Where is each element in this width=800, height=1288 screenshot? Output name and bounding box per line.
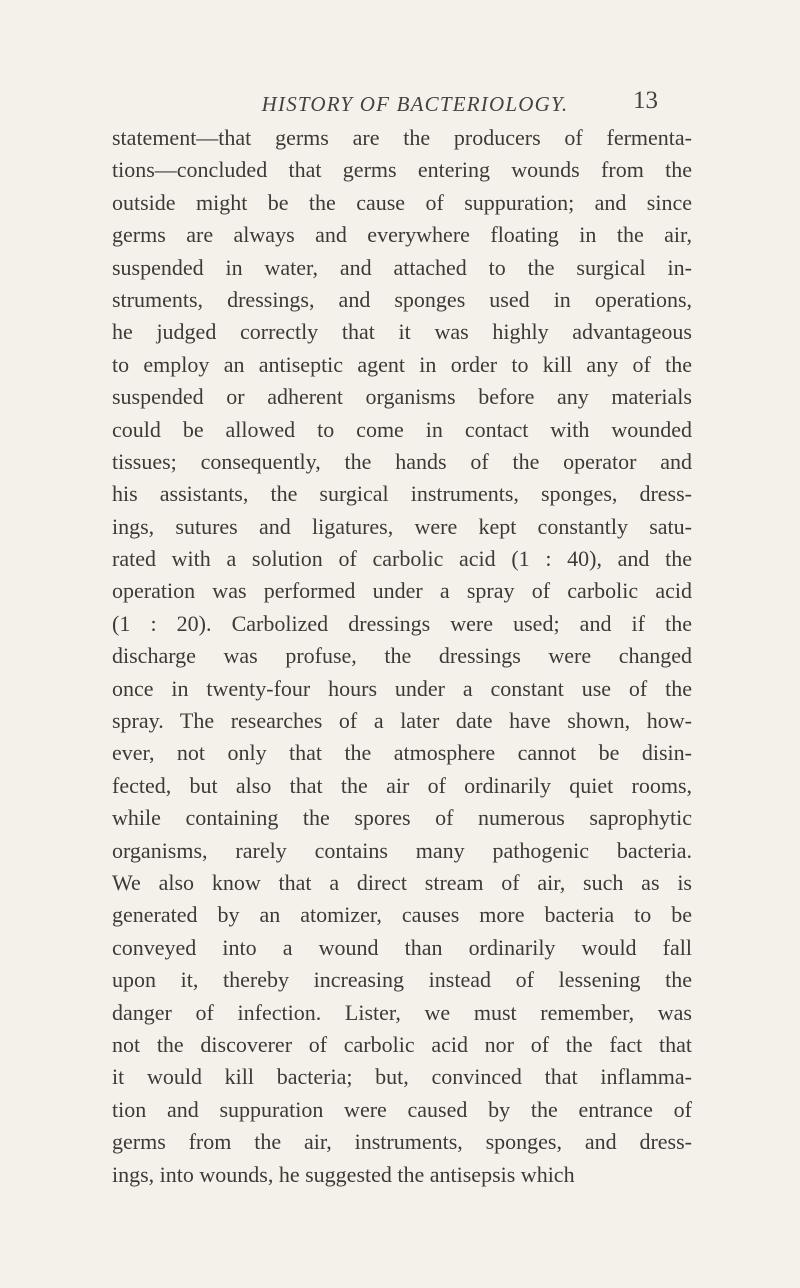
text-line: operation was performed under a spray of carbolic acid <box>112 578 692 604</box>
text-line: suspended in water, and attached to the surgical in- <box>112 254 692 280</box>
text-line: to employ an antiseptic agent in order to kill any of the <box>112 351 692 377</box>
text-line: could be allowed to come in contact with wounded <box>112 416 692 442</box>
text-line: tissues; consequently, the hands of the operator and <box>112 448 692 474</box>
text-line: outside might be the cause of suppuration; and since <box>112 189 692 215</box>
text-line: suspended or adherent organisms before any materials <box>112 384 692 410</box>
text-line: rated with a solution of carbolic acid (1 : 40), and the <box>112 546 692 572</box>
running-head: HISTORY OF BACTERIOLOGY. <box>261 92 569 116</box>
text-line: his assistants, the surgical instruments, sponges, dress- <box>112 481 692 507</box>
text-line: while containing the spores of numerous saprophytic <box>112 805 692 831</box>
text-line: it would kill bacteria; but, convinced that inflamma- <box>112 1064 692 1090</box>
text-line: ings, sutures and ligatures, were kept constantly satu- <box>112 513 692 539</box>
text-line: germs from the air, instruments, sponges, and dress- <box>112 1129 692 1155</box>
text-line: discharge was profuse, the dressings were changed <box>112 643 692 669</box>
text-line: struments, dressings, and sponges used in operations, <box>112 286 692 312</box>
text-line: organisms, rarely contains many pathogenic bacteria. <box>112 837 692 863</box>
page-number: 13 <box>633 87 658 114</box>
text-line: spray. The researches of a later date have shown, how- <box>112 708 692 734</box>
text-line: statement—that germs are the producers of fermenta- <box>112 125 692 150</box>
text-line: germs are always and everywhere floating in the air, <box>112 222 692 248</box>
text-line: ever, not only that the atmosphere cannot be disin- <box>112 740 692 766</box>
text-line: generated by an atomizer, causes more bacteria to be <box>112 902 692 928</box>
text-line: not the discoverer of carbolic acid nor of the fact that <box>112 1031 692 1057</box>
text-line: upon it, thereby increasing instead of lessening the <box>112 967 692 993</box>
text-line: conveyed into a wound than ordinarily would fall <box>112 934 692 960</box>
body-text <box>112 122 692 1191</box>
text-line: tions—concluded that germs entering wounds from the <box>112 157 692 183</box>
text-line: ings, into wounds, he suggested the antisepsis which <box>112 1161 575 1187</box>
text-line: We also know that a direct stream of air, such as is <box>112 869 692 895</box>
text-line: (1 : 20). Carbolized dressings were used; and if the <box>112 610 692 636</box>
text-line: once in twenty-four hours under a constant use of the <box>112 675 692 701</box>
text-line: tion and suppuration were caused by the entrance of <box>112 1096 692 1122</box>
text-line: he judged correctly that it was highly advantageous <box>112 319 692 345</box>
text-line: danger of infection. Lister, we must remember, was <box>112 999 692 1025</box>
text-line: fected, but also that the air of ordinarily quiet rooms, <box>112 772 692 798</box>
